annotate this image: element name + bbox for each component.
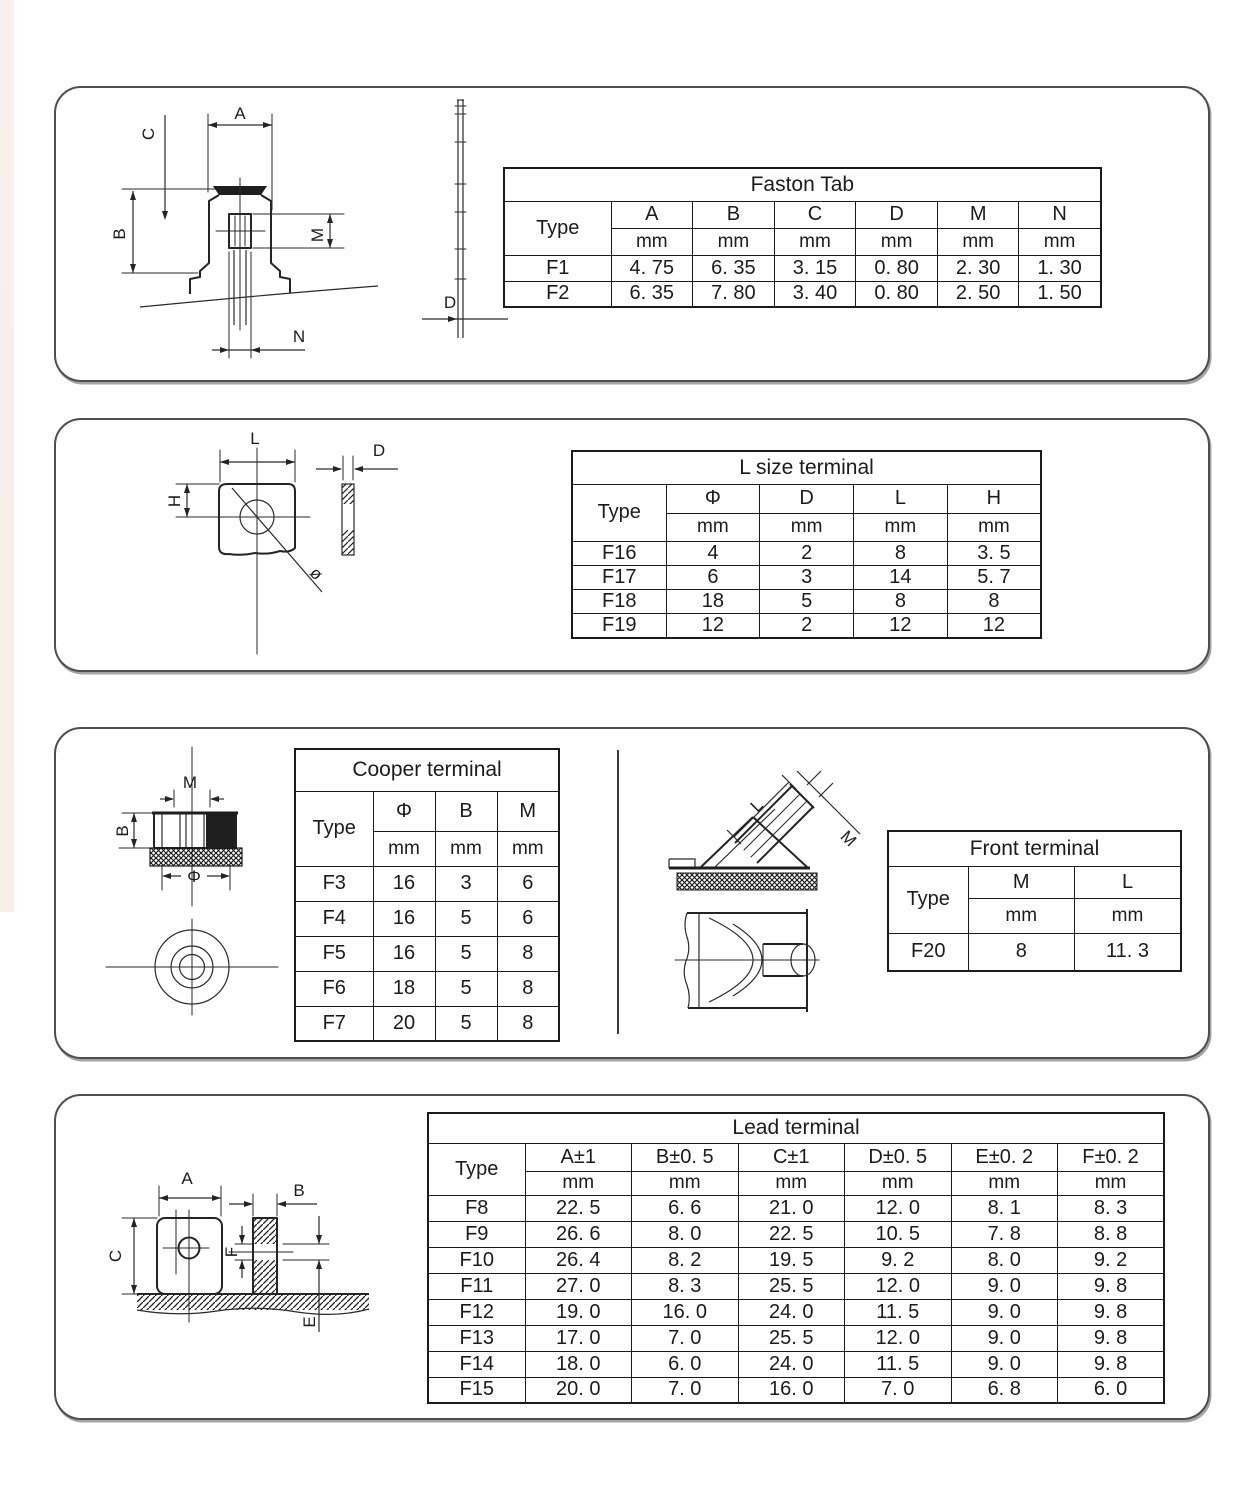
lead-ground-plane [137,1294,369,1314]
value-cell: 7. 0 [632,1325,739,1351]
value-cell: 5. 7 [947,565,1041,589]
unit-header: mm [774,228,856,255]
column-header: L [854,484,948,513]
dim-label-m: M [182,773,198,792]
dim-label-phi: Φ [187,867,201,886]
value-cell: 22. 5 [738,1221,845,1247]
value-cell: 19. 0 [525,1299,632,1325]
table-row [572,589,1041,613]
type-cell: F10 [428,1247,525,1273]
unit-header: mm [947,513,1041,541]
faston-tab-table [503,167,1102,308]
value-cell: 6 [497,866,559,901]
table-title: Faston Tab [504,168,1101,201]
unit-header: mm [435,831,497,866]
column-header: D±0. 5 [845,1143,952,1171]
unit-header: mm [937,228,1019,255]
type-cell: F7 [295,1006,373,1041]
cooper-top-view [106,919,278,1015]
table-row [428,1351,1164,1377]
value-cell: 9. 8 [1058,1325,1165,1351]
value-cell: 2 [760,613,854,638]
table-title-row [428,1113,1164,1143]
table-title: L size terminal [572,451,1041,484]
panel-cooper-front-terminal [54,727,1210,1059]
unit-header: mm [666,513,760,541]
type-cell: F14 [428,1351,525,1377]
value-cell: 9. 0 [951,1299,1058,1325]
table-title: Lead terminal [428,1113,1164,1143]
lead-terminal-table [427,1112,1165,1404]
value-cell: 12 [854,613,948,638]
type-cell: F11 [428,1273,525,1299]
value-cell: 8. 3 [1058,1195,1165,1221]
value-cell: 18. 0 [525,1351,632,1377]
column-header: D [856,201,938,228]
value-cell: 11. 5 [845,1299,952,1325]
value-cell: 7. 0 [632,1377,739,1403]
value-cell: 12. 0 [845,1325,952,1351]
unit-header: mm [951,1171,1058,1195]
value-cell: 8. 3 [632,1273,739,1299]
column-header: B [435,791,497,831]
table-row [428,1247,1164,1273]
column-header: Φ [666,484,760,513]
value-cell: 21. 0 [738,1195,845,1221]
column-header: D [760,484,854,513]
column-header: C [774,201,856,228]
column-header: Φ [373,791,435,831]
unit-header: mm [632,1171,739,1195]
dim-label-phi: ø [305,563,327,585]
table-row [572,541,1041,565]
value-cell: 5 [435,971,497,1006]
table-header-row [428,1143,1164,1171]
dim-label-h: H [165,494,184,508]
value-cell: 0. 80 [856,255,938,281]
value-cell: 9. 0 [951,1351,1058,1377]
column-header: B [693,201,775,228]
table-row [295,1006,559,1041]
l-size-side-view [316,441,398,555]
dim-label-c: C [106,1249,125,1263]
value-cell: 24. 0 [738,1351,845,1377]
value-cell: 4 [666,541,760,565]
unit-header: mm [525,1171,632,1195]
table-row [572,565,1041,589]
value-cell: 6. 0 [1058,1377,1165,1403]
faston-front-view [110,104,378,358]
column-header: M [968,866,1075,898]
section-divider [617,750,619,1034]
unit-header: mm [497,831,559,866]
value-cell: 8 [497,1006,559,1041]
value-cell: 10. 5 [845,1221,952,1247]
table-title-row [504,168,1101,201]
table-title: Front terminal [888,831,1181,866]
faston-tab-diagram [72,92,512,374]
value-cell: 8 [854,541,948,565]
type-header: Type [504,201,611,255]
unit-header: mm [1019,228,1101,255]
value-cell: 26. 4 [525,1247,632,1273]
value-cell: 6. 6 [632,1195,739,1221]
value-cell: 9. 2 [1058,1247,1165,1273]
dim-label-d: D [372,441,386,460]
value-cell: 20 [373,1006,435,1041]
value-cell: 18 [666,589,760,613]
value-cell: 16 [373,936,435,971]
front-terminal-side-view [669,771,860,890]
type-header: Type [572,484,666,541]
column-header: A [611,201,693,228]
cooper-side-view [113,747,242,906]
panel-l-size-terminal [54,418,1210,672]
column-header: M [497,791,559,831]
column-header: N [1019,201,1101,228]
value-cell: 12 [947,613,1041,638]
value-cell: 16. 0 [632,1299,739,1325]
table-row [295,866,559,901]
value-cell: 27. 0 [525,1273,632,1299]
value-cell: 25. 5 [738,1325,845,1351]
value-cell: 26. 6 [525,1221,632,1247]
table-row [428,1377,1164,1403]
value-cell: 2. 30 [937,255,1019,281]
table-unit-row [428,1171,1164,1195]
table-row [428,1299,1164,1325]
value-cell: 6. 0 [632,1351,739,1377]
type-cell: F4 [295,901,373,936]
value-cell: 7. 0 [845,1377,952,1403]
value-cell: 24. 0 [738,1299,845,1325]
dim-label-m: M [836,826,861,851]
type-cell: F16 [572,541,666,565]
table-row [295,936,559,971]
value-cell: 6. 35 [611,281,693,307]
table-header-row [295,791,559,831]
type-cell: F1 [504,255,611,281]
value-cell: 8 [497,971,559,1006]
value-cell: 2. 50 [937,281,1019,307]
l-size-front-view [165,429,327,654]
scan-edge-artifact [0,0,14,486]
value-cell: 6 [666,565,760,589]
table-header-row [504,201,1101,228]
type-cell: F18 [572,589,666,613]
unit-header: mm [693,228,775,255]
type-cell: F2 [504,281,611,307]
l-size-terminal-diagram [132,422,472,668]
front-terminal-table [887,830,1182,972]
value-cell: 1. 30 [1019,255,1101,281]
value-cell: 7. 8 [951,1221,1058,1247]
table-header-row [888,866,1181,898]
value-cell: 9. 8 [1058,1299,1165,1325]
value-cell: 0. 80 [856,281,938,307]
column-header: A±1 [525,1143,632,1171]
type-cell: F9 [428,1221,525,1247]
table-row [504,281,1101,307]
dim-label-n: N [292,327,306,346]
table-row [428,1273,1164,1299]
lead-terminal-diagram [77,1152,417,1412]
unit-header: mm [854,513,948,541]
dim-label-b: B [293,1181,305,1200]
value-cell: 3 [760,565,854,589]
dim-label-f: F [222,1246,241,1258]
type-cell: F12 [428,1299,525,1325]
value-cell: 4. 75 [611,255,693,281]
type-cell: F6 [295,971,373,1006]
type-header: Type [888,866,968,933]
value-cell: 8 [947,589,1041,613]
l-size-terminal-table [571,450,1042,639]
column-header: M [937,201,1019,228]
dim-label-l: L [250,429,260,448]
type-cell: F3 [295,866,373,901]
value-cell: 9. 0 [951,1325,1058,1351]
value-cell: 11. 3 [1075,933,1182,971]
dim-label-a: A [181,1169,193,1188]
table-title-row [572,451,1041,484]
value-cell: 8. 0 [951,1247,1058,1273]
cooper-terminal-diagram [86,743,296,1043]
value-cell: 16 [373,901,435,936]
dim-label-b: B [113,825,132,837]
value-cell: 5 [760,589,854,613]
value-cell: 8 [497,936,559,971]
table-title-row [888,831,1181,866]
value-cell: 2 [760,541,854,565]
panel-lead-terminal [54,1094,1210,1420]
type-cell: F8 [428,1195,525,1221]
dim-label-a: A [234,104,246,123]
type-header: Type [428,1143,525,1195]
unit-header: mm [968,898,1075,933]
column-header: E±0. 2 [951,1143,1058,1171]
table-row [428,1325,1164,1351]
value-cell: 16 [373,866,435,901]
value-cell: 7. 80 [693,281,775,307]
column-header: B±0. 5 [632,1143,739,1171]
table-row [888,933,1181,971]
unit-header: mm [845,1171,952,1195]
value-cell: 16. 0 [738,1377,845,1403]
value-cell: 9. 0 [951,1273,1058,1299]
value-cell: 5 [435,936,497,971]
value-cell: 8. 2 [632,1247,739,1273]
value-cell: 20. 0 [525,1377,632,1403]
scan-edge-artifact [0,0,14,912]
value-cell: 1. 50 [1019,281,1101,307]
value-cell: 6. 8 [951,1377,1058,1403]
value-cell: 18 [373,971,435,1006]
table-row [428,1221,1164,1247]
type-cell: F17 [572,565,666,589]
dim-label-e: E [300,1316,319,1328]
value-cell: 22. 5 [525,1195,632,1221]
faston-side-view [422,100,508,338]
value-cell: 25. 5 [738,1273,845,1299]
type-cell: F19 [572,613,666,638]
table-row [572,613,1041,638]
column-header: C±1 [738,1143,845,1171]
dim-label-d: D [443,293,457,312]
column-header: L [1075,866,1182,898]
value-cell: 8. 8 [1058,1221,1165,1247]
unit-header: mm [856,228,938,255]
value-cell: 6 [497,901,559,936]
value-cell: 19. 5 [738,1247,845,1273]
unit-header: mm [738,1171,845,1195]
cooper-terminal-table [294,748,560,1042]
value-cell: 8. 1 [951,1195,1058,1221]
unit-header: mm [1058,1171,1165,1195]
unit-header: mm [760,513,854,541]
value-cell: 17. 0 [525,1325,632,1351]
front-terminal-front-view [675,909,819,1012]
table-title-row [295,749,559,791]
value-cell: 8 [968,933,1075,971]
value-cell: 6. 35 [693,255,775,281]
table-row [504,255,1101,281]
table-row [295,901,559,936]
value-cell: 12 [666,613,760,638]
type-header: Type [295,791,373,866]
dim-label-m: M [308,227,327,243]
unit-header: mm [373,831,435,866]
value-cell: 9. 8 [1058,1273,1165,1299]
panel-faston-tab [54,86,1210,382]
dim-label-c: C [139,127,158,141]
value-cell: 12. 0 [845,1273,952,1299]
value-cell: 9. 2 [845,1247,952,1273]
table-title: Cooper terminal [295,749,559,791]
value-cell: 3 [435,866,497,901]
table-row [295,971,559,1006]
value-cell: 5 [435,1006,497,1041]
column-header: H [947,484,1041,513]
value-cell: 14 [854,565,948,589]
dim-label-b: B [110,228,129,240]
table-row [428,1195,1164,1221]
value-cell: 12. 0 [845,1195,952,1221]
value-cell: 3. 40 [774,281,856,307]
type-cell: F15 [428,1377,525,1403]
value-cell: 8. 0 [632,1221,739,1247]
front-terminal-diagram [657,755,887,1050]
type-cell: F13 [428,1325,525,1351]
type-cell: F20 [888,933,968,971]
dim-label-l: L [746,795,767,816]
value-cell: 8 [854,589,948,613]
value-cell: 3. 15 [774,255,856,281]
value-cell: 9. 8 [1058,1351,1165,1377]
value-cell: 5 [435,901,497,936]
column-header: F±0. 2 [1058,1143,1165,1171]
value-cell: 11. 5 [845,1351,952,1377]
type-cell: F5 [295,936,373,971]
table-header-row [572,484,1041,513]
unit-header: mm [1075,898,1182,933]
unit-header: mm [611,228,693,255]
value-cell: 3. 5 [947,541,1041,565]
